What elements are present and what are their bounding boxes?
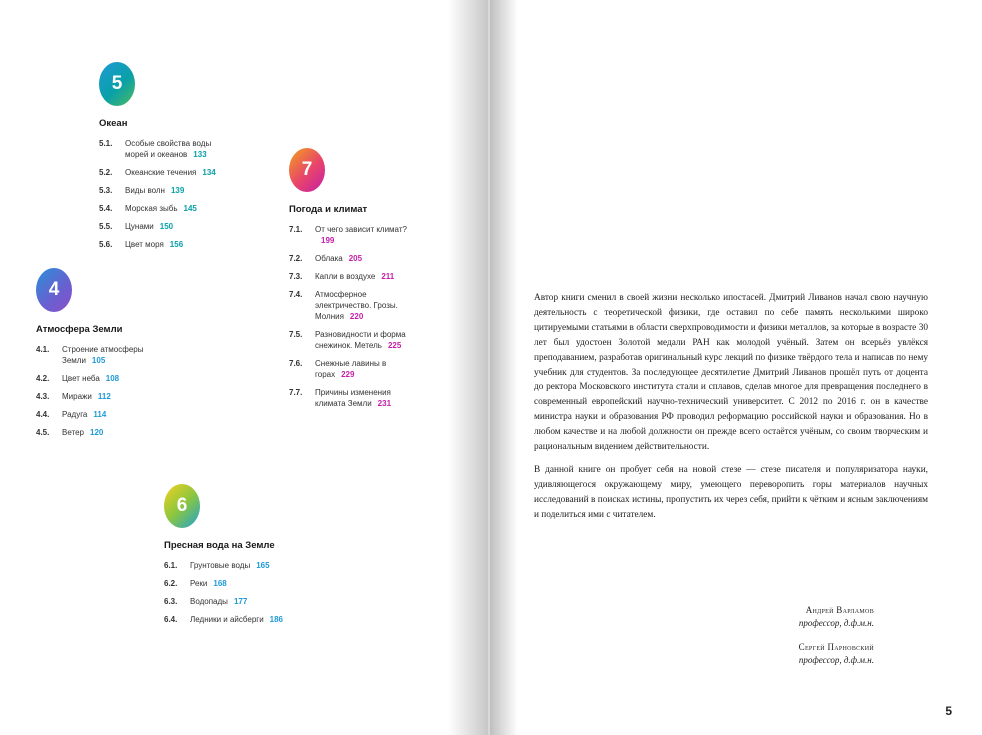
toc-item-page: 156 [169,240,184,249]
toc-item-page: 134 [202,168,216,177]
chapter-5-number-badge: 5 [99,62,135,106]
toc-item-page: 231 [377,399,392,408]
toc-item[interactable] [164,578,340,589]
toc-item-number: 5.1. [99,139,113,148]
signature-name: Сергей Парновский [798,642,874,652]
toc-item-text: Цвет моря 156 [125,240,184,249]
toc-item[interactable] [164,596,340,607]
toc-item[interactable] [36,391,202,402]
toc-item-number: 6.1. [164,561,178,570]
paragraph: В данной книге он пробует себя на новой стезе — стезе писателя и популяризатора науки, удивляющегося окружающему миру, умеющего переворопить горы материалов научных исследований в поисках истины, пропустить их через себя, прийти к чётким и ясным заключениям и поделиться ими с читателем. [534,464,928,520]
gutter-shadow [490,0,518,735]
toc-item-number: 5.5. [99,222,113,231]
toc-item-text: Ледники и айсберги 186 [190,615,284,624]
toc-item[interactable] [289,253,455,264]
toc-item-page: 139 [170,186,185,195]
toc-item-page: 229 [341,370,355,379]
toc-item-text: Капли в воздухе 211 [315,272,395,281]
toc-item-text: Морская зыбь 145 [125,204,197,213]
toc-item-page: 205 [348,254,363,263]
toc-item-number: 5.4. [99,204,113,213]
chapter-7 [289,148,455,416]
toc-item-number: 4.2. [36,374,50,383]
toc-item-number: 6.3. [164,597,178,606]
toc-item[interactable] [289,289,455,322]
toc-item-number: 7.1. [289,225,303,234]
toc-item-text: Облака 205 [315,254,363,263]
signature-block [799,605,874,628]
chapter-6-title: Пресная вода на Земле [164,540,275,551]
toc-item[interactable] [99,203,265,214]
toc-item-text: Радуга 114 [62,410,107,419]
toc-item-text: Океанские течения 134 [125,168,216,177]
toc-item-number: 5.3. [99,186,113,195]
author-description [534,291,928,531]
toc-item-number: 7.5. [289,330,303,339]
chapter-6 [164,484,340,632]
page-number: 5 [945,704,952,718]
toc-item-page: 145 [183,204,197,213]
toc-item-number: 4.4. [36,410,50,419]
chapter-7-number-badge: 7 [289,148,325,192]
chapter-7-title: Погода и климат [289,204,368,215]
toc-item-text: Цунами 150 [125,222,174,231]
toc-item-number: 6.2. [164,579,178,588]
toc-item-page: 114 [93,410,107,419]
toc-item-number: 4.1. [36,345,50,354]
toc-item-text: Грунтовые воды 165 [190,561,270,570]
toc-item-number: 4.3. [36,392,50,401]
toc-item-page: 112 [97,392,111,401]
chapter-4-number-badge: 4 [36,268,72,312]
toc-item-number: 7.2. [289,254,303,263]
toc-item-number: 7.6. [289,359,303,368]
toc-item[interactable] [99,138,265,160]
toc-item[interactable] [99,167,265,178]
toc-item-number: 6.4. [164,615,178,624]
toc-item[interactable] [99,221,265,232]
chapter-4-title: Атмосфера Земли [36,324,123,335]
toc-item-text: Цвет неба 108 [62,374,120,383]
toc-item-text: Разновидности и форма снежинок. Метель 225 [315,330,406,350]
toc-item[interactable] [36,344,202,366]
toc-item-page: 186 [269,615,284,624]
toc-item[interactable] [289,271,455,282]
chapter-4 [36,268,202,445]
chapter-5-title: Океан [99,118,128,129]
toc-item-page: 165 [256,561,270,570]
toc-item[interactable] [289,224,455,246]
toc-item[interactable] [164,560,340,571]
toc-item-page: 211 [381,272,395,281]
toc-item-page: 199 [321,236,335,245]
toc-item-text: Снежные лавины в горах 229 [315,359,387,379]
toc-item-number: 7.7. [289,388,303,397]
toc-item-text: Строение атмосферы Земли 105 [62,345,144,365]
toc-item[interactable] [289,387,455,409]
toc-item-page: 120 [90,428,104,437]
toc-item[interactable] [289,329,455,351]
chapter-5 [99,62,265,257]
right-page [490,0,982,735]
toc-item-page: 150 [159,222,174,231]
toc-item-text: Виды волн 139 [125,186,185,195]
chapter-6-number-badge: 6 [164,484,200,528]
toc-item-page: 168 [213,579,227,588]
paragraph: Автор книги сменил в своей жизни несколько ипостасей. Дмитрий Ливанов начал свою научную деятельность с теоретической физики, где оставил по себе память несколькими широко цитируемыми статьями в области сверхпроводимости и физики металлов, за которые в возрасте 30 лет был удостоен Золотой медали РАН как молодой учёный. Затем он всерьёз увлёкся преподаванием, разработав оригинальный курс лекций по физике твёрдого тела и написав по нему учебник для студентов. За последующее десятилетие Дмитрий Ливанов прошёл путь от доцента до ректора Московского института стали и сплавов, сделав многое для превращения последнего в современный европейский научно-технический университет. С 2012 по 2016 г. он в качестве министра науки и образования РФ проводил реформацию российской науки и образования. Но в любом качестве и на любой должности он прежде всего остаётся учёным, со своим творческим и рациональным видением действительности. [534,293,928,453]
toc-item-number: 4.5. [36,428,50,437]
toc-item-page: 133 [193,150,207,159]
toc-item-number: 5.2. [99,168,113,177]
toc-item[interactable] [289,358,455,380]
signature-block [799,642,874,665]
toc-item-text: От чего зависит климат?199 [315,225,407,245]
toc-item-text: Атмосферное электричество. Грозы. Молния 220 [315,290,398,321]
toc-item-page: 220 [349,312,364,321]
toc-item-number: 5.6. [99,240,113,249]
toc-item-text: Ветер 120 [62,428,104,437]
toc-item[interactable] [99,239,265,250]
toc-item-text: Особые свойства воды морей и океанов 133 [125,139,212,159]
toc-item[interactable] [36,409,202,420]
toc-item-page: 225 [387,341,402,350]
toc-item-number: 7.4. [289,290,303,299]
toc-item-text: Причины изменения климата Земли 231 [315,388,392,408]
toc-item[interactable] [36,373,202,384]
toc-item-number: 7.3. [289,272,303,281]
toc-item[interactable] [99,185,265,196]
toc-item-text: Водопады 177 [190,597,248,606]
toc-item-page: 177 [233,597,248,606]
signature-title: профессор, д.ф.м.н. [798,655,874,665]
toc-item[interactable] [36,427,202,438]
toc-item-page: 105 [91,356,106,365]
toc-item-page: 108 [105,374,120,383]
toc-item-text: Миражи 112 [62,392,111,401]
signature-name: Андрей Варламов [805,605,874,615]
signature-title: профессор, д.ф.м.н. [798,618,874,628]
toc-item-text: Реки 168 [190,579,227,588]
left-page [0,0,488,735]
toc-item[interactable] [164,614,340,625]
